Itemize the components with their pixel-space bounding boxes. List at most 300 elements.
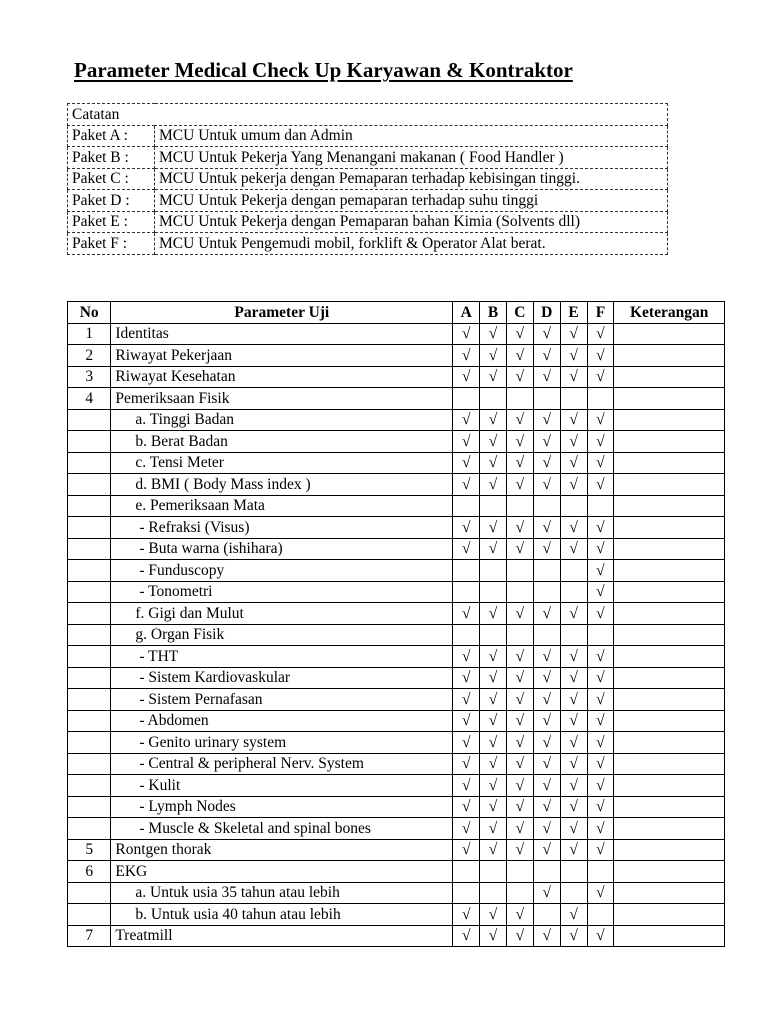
package-b-mark: √ (480, 732, 507, 754)
package-a-mark (453, 861, 480, 883)
parameter-name: - Kulit (111, 775, 453, 797)
package-e-mark: √ (560, 409, 587, 431)
notes-package-key: Paket B : (68, 147, 155, 169)
package-c-mark: √ (506, 366, 533, 388)
table-row (68, 581, 725, 603)
keterangan-cell (614, 667, 725, 689)
table-row (68, 603, 725, 625)
package-a-mark: √ (453, 796, 480, 818)
package-c-mark: √ (506, 538, 533, 560)
package-d-mark: √ (533, 452, 560, 474)
parameter-name: Riwayat Kesehatan (111, 366, 453, 388)
package-e-mark: √ (560, 904, 587, 926)
package-d-mark: √ (533, 409, 560, 431)
package-f-mark: √ (587, 796, 614, 818)
package-d-mark (533, 495, 560, 517)
row-number (68, 667, 111, 689)
package-b-mark (480, 861, 507, 883)
package-d-mark (533, 904, 560, 926)
package-c-mark (506, 495, 533, 517)
row-number (68, 474, 111, 496)
package-a-mark: √ (453, 366, 480, 388)
package-b-mark (480, 624, 507, 646)
package-d-mark: √ (533, 474, 560, 496)
package-b-mark: √ (480, 839, 507, 861)
package-e-mark: √ (560, 753, 587, 775)
package-e-mark: √ (560, 474, 587, 496)
table-row (68, 882, 725, 904)
row-number (68, 818, 111, 840)
package-a-mark (453, 560, 480, 582)
row-number (68, 732, 111, 754)
package-e-mark (560, 388, 587, 410)
package-e-mark (560, 581, 587, 603)
parameter-name: g. Organ Fisik (111, 624, 453, 646)
parameter-name: e. Pemeriksaan Mata (111, 495, 453, 517)
package-b-mark: √ (480, 796, 507, 818)
package-a-mark: √ (453, 839, 480, 861)
keterangan-cell (614, 452, 725, 474)
keterangan-cell (614, 904, 725, 926)
parameter-name: a. Tinggi Badan (111, 409, 453, 431)
package-e-mark (560, 624, 587, 646)
parameter-name: b. Untuk usia 40 tahun atau lebih (111, 904, 453, 926)
keterangan-cell (614, 839, 725, 861)
package-f-mark: √ (587, 667, 614, 689)
keterangan-cell (614, 796, 725, 818)
package-c-mark: √ (506, 409, 533, 431)
package-e-mark: √ (560, 452, 587, 474)
package-d-mark: √ (533, 710, 560, 732)
table-row (68, 753, 725, 775)
package-a-mark: √ (453, 689, 480, 711)
package-d-mark: √ (533, 431, 560, 453)
package-e-mark (560, 861, 587, 883)
package-f-mark: √ (587, 431, 614, 453)
package-c-mark: √ (506, 323, 533, 345)
package-c-mark: √ (506, 689, 533, 711)
page-title: Parameter Medical Check Up Karyawan & Kontraktor (74, 58, 573, 82)
package-f-mark (587, 904, 614, 926)
keterangan-cell (614, 431, 725, 453)
keterangan-cell (614, 818, 725, 840)
package-a-mark: √ (453, 904, 480, 926)
package-b-mark: √ (480, 538, 507, 560)
package-c-mark (506, 882, 533, 904)
package-a-mark: √ (453, 925, 480, 947)
row-number (68, 689, 111, 711)
package-b-mark: √ (480, 431, 507, 453)
package-a-mark (453, 624, 480, 646)
package-a-mark (453, 495, 480, 517)
package-f-mark: √ (587, 882, 614, 904)
package-d-mark (533, 560, 560, 582)
package-d-mark: √ (533, 517, 560, 539)
package-e-mark: √ (560, 732, 587, 754)
package-b-mark: √ (480, 517, 507, 539)
notes-package-desc: MCU Untuk umum dan Admin (155, 125, 668, 147)
notes-table (67, 103, 668, 255)
table-row (68, 732, 725, 754)
package-c-mark (506, 624, 533, 646)
package-a-mark: √ (453, 517, 480, 539)
keterangan-cell (614, 323, 725, 345)
row-number: 4 (68, 388, 111, 410)
package-b-mark: √ (480, 710, 507, 732)
package-a-mark: √ (453, 710, 480, 732)
parameter-name: d. BMI ( Body Mass index ) (111, 474, 453, 496)
package-c-mark: √ (506, 904, 533, 926)
package-a-mark: √ (453, 603, 480, 625)
table-row (68, 495, 725, 517)
package-c-mark: √ (506, 603, 533, 625)
notes-row (68, 233, 668, 255)
package-c-mark: √ (506, 839, 533, 861)
header-parameter: Parameter Uji (111, 302, 453, 324)
package-c-mark (506, 388, 533, 410)
table-row (68, 667, 725, 689)
package-e-mark: √ (560, 839, 587, 861)
package-d-mark (533, 861, 560, 883)
table-row (68, 646, 725, 668)
package-e-mark: √ (560, 775, 587, 797)
package-b-mark: √ (480, 345, 507, 367)
package-e-mark (560, 495, 587, 517)
row-number (68, 646, 111, 668)
package-e-mark: √ (560, 431, 587, 453)
keterangan-cell (614, 517, 725, 539)
keterangan-cell (614, 366, 725, 388)
table-row (68, 409, 725, 431)
package-b-mark: √ (480, 366, 507, 388)
package-d-mark: √ (533, 925, 560, 947)
package-a-mark (453, 581, 480, 603)
package-f-mark (587, 861, 614, 883)
row-number (68, 431, 111, 453)
header-c: C (506, 302, 533, 324)
package-c-mark: √ (506, 431, 533, 453)
package-c-mark: √ (506, 925, 533, 947)
keterangan-cell (614, 495, 725, 517)
notes-row (68, 190, 668, 212)
package-b-mark (480, 560, 507, 582)
keterangan-cell (614, 732, 725, 754)
package-c-mark: √ (506, 710, 533, 732)
package-f-mark (587, 624, 614, 646)
package-c-mark: √ (506, 345, 533, 367)
package-a-mark: √ (453, 409, 480, 431)
package-b-mark: √ (480, 904, 507, 926)
row-number (68, 560, 111, 582)
package-f-mark (587, 495, 614, 517)
package-a-mark: √ (453, 452, 480, 474)
row-number (68, 452, 111, 474)
package-a-mark: √ (453, 732, 480, 754)
package-a-mark: √ (453, 345, 480, 367)
package-e-mark: √ (560, 925, 587, 947)
package-f-mark: √ (587, 474, 614, 496)
package-d-mark: √ (533, 603, 560, 625)
package-b-mark: √ (480, 452, 507, 474)
package-f-mark: √ (587, 646, 614, 668)
package-f-mark: √ (587, 581, 614, 603)
package-f-mark: √ (587, 732, 614, 754)
package-d-mark: √ (533, 646, 560, 668)
package-f-mark: √ (587, 775, 614, 797)
keterangan-cell (614, 925, 725, 947)
package-a-mark: √ (453, 818, 480, 840)
keterangan-cell (614, 775, 725, 797)
parameter-name: - Sistem Kardiovaskular (111, 667, 453, 689)
package-f-mark: √ (587, 366, 614, 388)
package-c-mark: √ (506, 646, 533, 668)
package-c-mark: √ (506, 517, 533, 539)
package-c-mark (506, 581, 533, 603)
package-d-mark: √ (533, 839, 560, 861)
header-e: E (560, 302, 587, 324)
package-d-mark: √ (533, 732, 560, 754)
package-e-mark: √ (560, 646, 587, 668)
notes-package-desc: MCU Untuk Pekerja Yang Menangani makanan ( Food Handler ) (155, 147, 668, 169)
package-a-mark: √ (453, 646, 480, 668)
package-d-mark: √ (533, 345, 560, 367)
table-row (68, 689, 725, 711)
package-e-mark (560, 560, 587, 582)
package-f-mark: √ (587, 689, 614, 711)
parameter-name: - Refraksi (Visus) (111, 517, 453, 539)
package-b-mark: √ (480, 323, 507, 345)
notes-package-desc: MCU Untuk Pekerja dengan Pemaparan bahan Kimia (Solvents dll) (155, 211, 668, 233)
table-row (68, 796, 725, 818)
package-f-mark: √ (587, 925, 614, 947)
package-a-mark: √ (453, 775, 480, 797)
package-a-mark: √ (453, 753, 480, 775)
package-f-mark: √ (587, 409, 614, 431)
keterangan-cell (614, 581, 725, 603)
package-b-mark (480, 388, 507, 410)
keterangan-cell (614, 345, 725, 367)
parameter-name: - Muscle & Skeletal and spinal bones (111, 818, 453, 840)
parameter-name: - Abdomen (111, 710, 453, 732)
package-d-mark: √ (533, 538, 560, 560)
header-keterangan: Keterangan (614, 302, 725, 324)
package-c-mark: √ (506, 667, 533, 689)
package-f-mark: √ (587, 839, 614, 861)
package-d-mark (533, 624, 560, 646)
table-row (68, 474, 725, 496)
parameter-name: b. Berat Badan (111, 431, 453, 453)
table-row (68, 388, 725, 410)
keterangan-cell (614, 710, 725, 732)
package-f-mark: √ (587, 818, 614, 840)
parameter-name: - Tonometri (111, 581, 453, 603)
package-f-mark: √ (587, 710, 614, 732)
table-row (68, 775, 725, 797)
row-number (68, 710, 111, 732)
package-d-mark (533, 388, 560, 410)
notes-heading-row (68, 104, 668, 126)
package-b-mark: √ (480, 646, 507, 668)
header-no: No (68, 302, 111, 324)
package-e-mark (560, 882, 587, 904)
parameter-name: - THT (111, 646, 453, 668)
header-f: F (587, 302, 614, 324)
package-b-mark (480, 495, 507, 517)
notes-package-key: Paket D : (68, 190, 155, 212)
table-row (68, 452, 725, 474)
row-number (68, 517, 111, 539)
row-number (68, 753, 111, 775)
package-f-mark: √ (587, 560, 614, 582)
package-c-mark (506, 560, 533, 582)
parameter-name: Treatmill (111, 925, 453, 947)
package-e-mark: √ (560, 603, 587, 625)
package-f-mark: √ (587, 323, 614, 345)
package-b-mark: √ (480, 474, 507, 496)
keterangan-cell (614, 624, 725, 646)
parameter-name: a. Untuk usia 35 tahun atau lebih (111, 882, 453, 904)
row-number (68, 581, 111, 603)
row-number (68, 409, 111, 431)
parameter-name: Riwayat Pekerjaan (111, 345, 453, 367)
keterangan-cell (614, 882, 725, 904)
keterangan-cell (614, 861, 725, 883)
package-e-mark: √ (560, 538, 587, 560)
keterangan-cell (614, 560, 725, 582)
parameter-table (67, 301, 725, 947)
keterangan-cell (614, 409, 725, 431)
package-e-mark: √ (560, 667, 587, 689)
package-f-mark: √ (587, 452, 614, 474)
notes-row (68, 147, 668, 169)
table-row (68, 517, 725, 539)
package-e-mark: √ (560, 366, 587, 388)
table-row (68, 839, 725, 861)
package-d-mark (533, 581, 560, 603)
table-row (68, 904, 725, 926)
package-a-mark: √ (453, 323, 480, 345)
table-row (68, 624, 725, 646)
package-b-mark (480, 882, 507, 904)
package-c-mark: √ (506, 775, 533, 797)
package-c-mark: √ (506, 796, 533, 818)
package-f-mark: √ (587, 517, 614, 539)
notes-row (68, 168, 668, 190)
row-number: 6 (68, 861, 111, 883)
package-d-mark: √ (533, 775, 560, 797)
notes-package-desc: MCU Untuk Pekerja dengan pemaparan terhadap suhu tinggi (155, 190, 668, 212)
notes-package-key: Paket C : (68, 168, 155, 190)
package-b-mark: √ (480, 753, 507, 775)
keterangan-cell (614, 646, 725, 668)
parameter-name: - Lymph Nodes (111, 796, 453, 818)
table-row (68, 323, 725, 345)
keterangan-cell (614, 753, 725, 775)
parameter-name: Pemeriksaan Fisik (111, 388, 453, 410)
package-f-mark: √ (587, 753, 614, 775)
package-a-mark: √ (453, 667, 480, 689)
table-row (68, 560, 725, 582)
package-b-mark (480, 581, 507, 603)
table-row (68, 925, 725, 947)
package-e-mark: √ (560, 323, 587, 345)
table-row (68, 345, 725, 367)
package-d-mark: √ (533, 818, 560, 840)
header-b: B (480, 302, 507, 324)
package-a-mark (453, 882, 480, 904)
parameter-name: - Central & peripheral Nerv. System (111, 753, 453, 775)
package-b-mark: √ (480, 925, 507, 947)
row-number (68, 775, 111, 797)
row-number (68, 904, 111, 926)
parameter-name: - Genito urinary system (111, 732, 453, 754)
row-number (68, 882, 111, 904)
package-a-mark: √ (453, 538, 480, 560)
notes-heading: Catatan (68, 104, 668, 126)
package-e-mark: √ (560, 796, 587, 818)
row-number (68, 603, 111, 625)
parameter-name: f. Gigi dan Mulut (111, 603, 453, 625)
package-e-mark: √ (560, 517, 587, 539)
notes-package-desc: MCU Untuk Pengemudi mobil, forklift & Operator Alat berat. (155, 233, 668, 255)
row-number (68, 495, 111, 517)
package-b-mark: √ (480, 603, 507, 625)
package-e-mark: √ (560, 345, 587, 367)
package-b-mark: √ (480, 775, 507, 797)
header-a: A (453, 302, 480, 324)
row-number: 3 (68, 366, 111, 388)
row-number (68, 538, 111, 560)
table-row (68, 861, 725, 883)
package-c-mark: √ (506, 474, 533, 496)
package-c-mark: √ (506, 452, 533, 474)
parameter-name: Rontgen thorak (111, 839, 453, 861)
package-f-mark: √ (587, 603, 614, 625)
notes-package-key: Paket A : (68, 125, 155, 147)
parameter-name: - Funduscopy (111, 560, 453, 582)
package-e-mark: √ (560, 818, 587, 840)
table-row (68, 366, 725, 388)
package-f-mark: √ (587, 345, 614, 367)
row-number (68, 624, 111, 646)
package-d-mark: √ (533, 882, 560, 904)
package-d-mark: √ (533, 796, 560, 818)
package-c-mark: √ (506, 753, 533, 775)
row-number (68, 796, 111, 818)
parameter-name: Identitas (111, 323, 453, 345)
table-row (68, 431, 725, 453)
package-f-mark (587, 388, 614, 410)
package-a-mark (453, 388, 480, 410)
table-header-row (68, 302, 725, 324)
keterangan-cell (614, 603, 725, 625)
table-row (68, 538, 725, 560)
table-row (68, 818, 725, 840)
parameter-name: - Buta warna (ishihara) (111, 538, 453, 560)
header-d: D (533, 302, 560, 324)
package-f-mark: √ (587, 538, 614, 560)
parameter-name: - Sistem Pernafasan (111, 689, 453, 711)
notes-package-key: Paket E : (68, 211, 155, 233)
package-c-mark (506, 861, 533, 883)
table-row (68, 710, 725, 732)
package-e-mark: √ (560, 689, 587, 711)
package-b-mark: √ (480, 818, 507, 840)
keterangan-cell (614, 689, 725, 711)
package-a-mark: √ (453, 431, 480, 453)
keterangan-cell (614, 474, 725, 496)
package-b-mark: √ (480, 667, 507, 689)
